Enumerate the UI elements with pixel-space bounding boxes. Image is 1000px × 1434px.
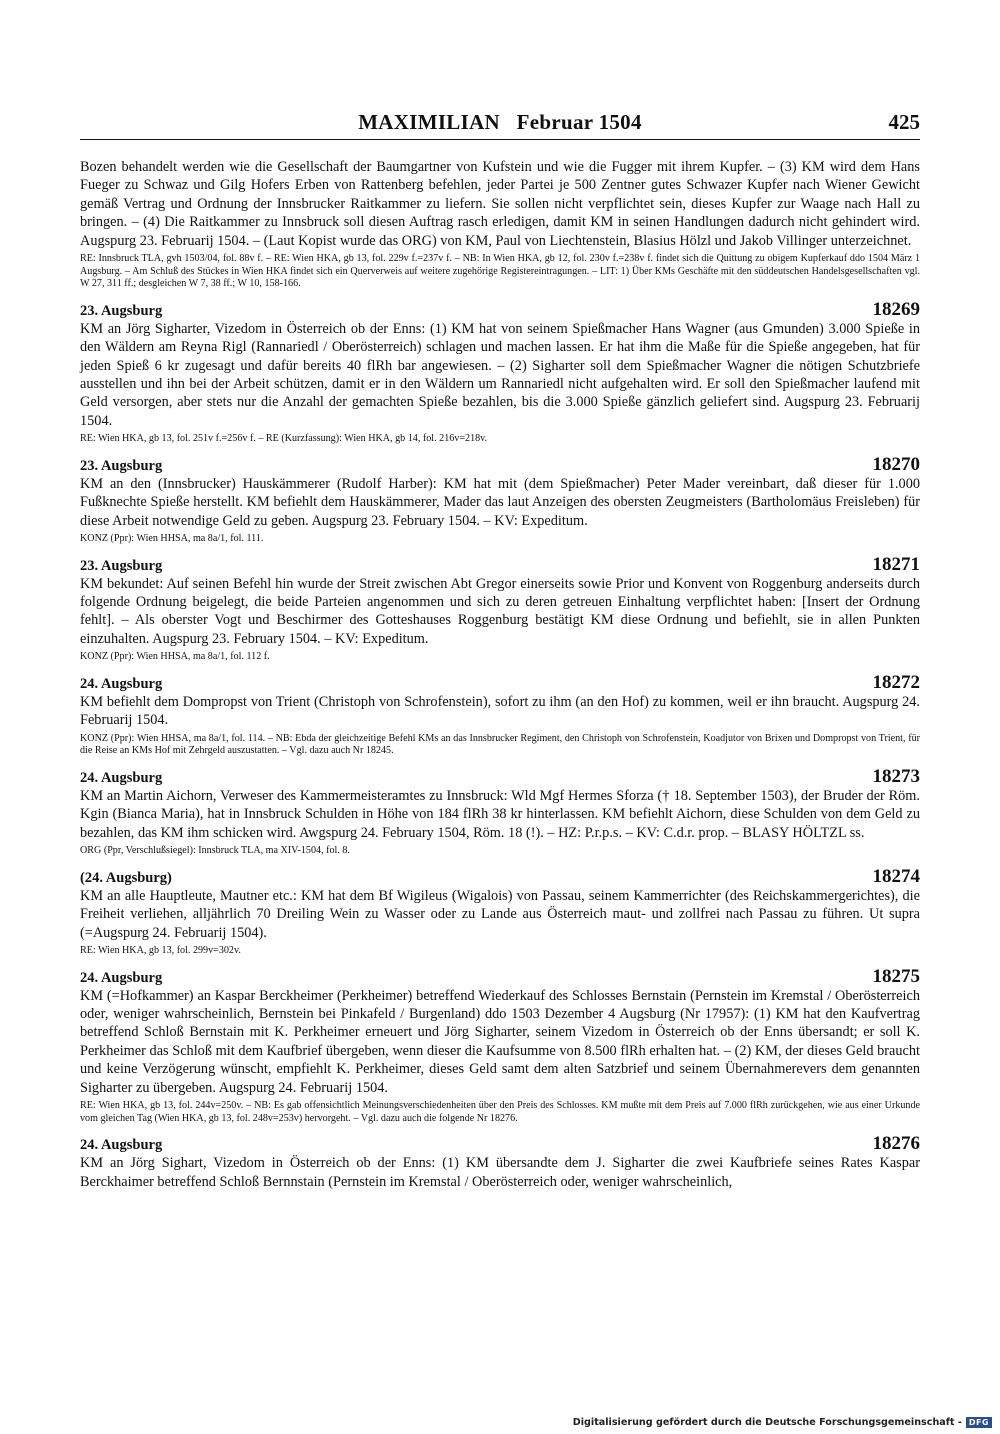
entry-heading <box>80 300 920 320</box>
entry-note: RE: Wien HKA, gb 13, fol. 251v f.=256v f. – RE (Kurzfassung): Wien HKA, gb 14, fol. 216v=218v. <box>80 433 488 445</box>
entry-date: 24. Augsburg <box>80 769 163 786</box>
entry <box>80 555 920 664</box>
header-rule <box>80 139 920 140</box>
entry <box>80 967 920 1126</box>
entry-number: 18269 <box>872 298 920 320</box>
entry-text: KM an Martin Aichorn, Verweser des Kammermeisteramtes zu Innsbruck: Wld Mgf Hermes Sforza († 18. September 1503), der Bruder der Röm. Kgin (Bianca Maria), hat in Innsbruck Schulden in Höhe von 184 flRh 38 kr hinterlassen. KM befiehlt Aichorn, diese Schulden von dem Geld zu bezahlen, das KM ihm schicken wird. Awgspurg 24. February 1504, Röm. 18 (!). – HZ: P.r.p.s. – KV: C.d.r. prop. – BLASY HÖLTZL ss. <box>80 787 920 841</box>
entry <box>80 867 920 958</box>
entry-number: 18274 <box>872 865 920 887</box>
entry <box>80 1134 920 1191</box>
page-content <box>80 158 920 1191</box>
entry-note: KONZ (Ppr): Wien HHSA, ma 8a/1, fol. 114. – NB: Ebda der gleichzeitige Befehl KMs an das Innsbrucker Regiment, den Christoph von Schrofenstein, Koadjutor von Brixen und Dompropst von Trient, für die Reise an KMs Hof mit Zehrgeld auszustatten. – Vgl. dazu auch Nr 18245. <box>80 732 920 757</box>
entry-number: 18276 <box>872 1133 920 1155</box>
entry-heading <box>80 555 920 575</box>
entry-heading <box>80 967 920 987</box>
entry-text: KM an alle Hauptleute, Mautner etc.: KM hat dem Bf Wigileus (Wigalois) von Passau, seinem Kammerrichter (des Reichskammergerichtes), die Freiheit verliehen, alljährlich 70 Dreiling Wein zu Wasser oder zu Lande aus Österreich maut- und zollfrei nach Passau zu führen. Ut supra (=Augspurg 24. Februarij 1504). <box>80 887 920 941</box>
entry-number: 18270 <box>872 453 920 475</box>
entry-heading <box>80 455 920 475</box>
entry-number: 18272 <box>872 671 920 693</box>
entry-text: KM an Jörg Sigharter, Vizedom in Österreich ob der Enns: (1) KM hat von seinem Spießmacher Hans Wagner (aus Gmunden) 3.000 Spieße in den Wäldern am Reyna Rigl (Rannariedl / Oberösterreich) schlagen und machen lassen. Er hat ihm die Maße für die Spieße angegeben, hat für jeden Spieß 6 kr zugesagt und dafür bereits 40 flRh bar angewiesen. – (2) Sigharter soll dem Spießmacher Wagner die nötigen Schutzbriefe ausstellen und ihn bei der Arbeit schützen, damit er in den Wäldern um Rannariedl nicht aufgehalten wird. Er soll den Spießmacher laufend mit Geld versorgen, aber stets nur die Anzahl der gemachten Spieße bezahlen, bis die 3.000 Spieße gänzlich geliefert sind. Augspurg 23. Februarij 1504. <box>80 320 920 429</box>
entry-note: ORG (Ppr, Verschlußsiegel): Innsbruck TLA, ma XIV-1504, fol. 8. <box>80 845 350 857</box>
dfg-logo: DFG <box>966 1417 992 1428</box>
entry <box>80 455 920 546</box>
entry-heading <box>80 867 920 887</box>
running-title: MAXIMILIAN Februar 1504 <box>358 110 642 134</box>
entry <box>80 300 920 446</box>
credit-text: Digitalisierung gefördert durch die Deutsche Forschungsgemeinschaft - <box>572 1417 962 1428</box>
entry-number: 18273 <box>872 765 920 787</box>
entry-text: KM (=Hofkammer) an Kaspar Berckheimer (Perkheimer) betreffend Wiederkauf des Schlosses Bernstain (Pernstein im Kremstal / Oberösterreich oder, weniger wahrscheinlich, Bernstein bei Pinkafeld / Burgenland) ddo 1503 Dezember 4 Augsburg (Nr 17957): (1) KM hat den Kaufvertrag betreffend Schloß Bernstain mit K. Perkheimer erneuert und Jörg Sigharter, seinem Vizedom in Österreich ob der Enns übersandt; er soll K. Perkheimer das Schloß mit dem Kaufbrief übergeben, wenn dieser die Kaufsumme von 8.500 flRh erhalten hat. – (2) KM, der dieses Geld braucht und keine Verzögerung wünscht, empfiehlt K. Perkheimer, dieses Geld samt dem alten Satzbrief und seinem Übernahmerevers dem genannten Sigharter zu übergeben. Augspurg 24. Februarij 1504. <box>80 987 920 1096</box>
entry-date: 23. Augsburg <box>80 457 163 474</box>
entry-number: 18275 <box>872 965 920 987</box>
entry-text: KM an den (Innsbrucker) Hauskämmerer (Rudolf Harber): KM hat mit (dem Spießmacher) Peter Mader vereinbart, daß dieser für 1.000 Fußknechte Spieße herstellt. KM befiehlt dem Hauskämmerer, Mader das laut Anzeigen des obersten Zeugmeisters (Bartholomäus Freisleben) für diese Arbeit notwendige Geld zu geben. Augspurg 23. February 1504. – KV: Expeditum. <box>80 475 920 529</box>
entry-date: 24. Augsburg <box>80 969 163 986</box>
entry-text: KM befiehlt dem Dompropst von Trient (Christoph von Schrofenstein), sofort zu ihm (an den Hof) zu kommen, weil er ihn braucht. Augspurg 24. Februarij 1504. <box>80 693 920 729</box>
entry-heading <box>80 767 920 787</box>
entry-date: 23. Augsburg <box>80 557 163 574</box>
entry-number: 18271 <box>872 553 920 575</box>
entry-text: KM an Jörg Sighart, Vizedom in Österreich ob der Enns: (1) KM übersandte dem J. Sigharter die zwei Kaufbriefe seines Rates Kaspar Berckhaimer betreffend Schloß Bernnstain (Pernstein im Kremstal / Oberösterreich oder, weniger wahrscheinlich, <box>80 1155 920 1190</box>
entry-note: RE: Wien HKA, gb 13, fol. 244v=250v. – NB: Es gab offensichtlich Meinungsverschiedenheiten über den Preis des Schlosses. KM mußte mit dem Preis auf 7.000 flRh zurückgehen, wie aus einer Urkunde vom gleichen Tag (Wien HKA, gb 13, fol. 248v=253v) hervorgeht. – Vgl. dazu auch die folgende Nr 18276. <box>80 1099 920 1124</box>
intro-text: Bozen behandelt werden wie die Gesellschaft der Baumgartner von Kufstein und wie die Fugger mit ihrem Kupfer. – (3) KM wird dem Hans Fueger zu Schwaz und Gilg Hofers Erben von Rattenberg befehlen, jeder Partei je 500 Zentner gutes Schwazer Kupfer nach Wiener Gewicht gemäß Vertrag und Ordnung der Innsbrucker Raitkammer zu liefern. Sie sollen nicht verpflichtet sein, dieses Kupfer zur Waage nach Hall zu bringen. – (4) Die Raitkammer zu Innsbruck soll diesen Auftrag rasch erledigen, damit KM in seinen Handlungen dadurch nicht gehindert wird. Augspurg 23. Februarij 1504. – (Laut Kopist wurde das ORG) von KM, Paul von Liechtenstein, Blasius Hölzl und Jakob Villinger unterzeichnet. <box>80 159 920 249</box>
page-header <box>80 110 920 138</box>
entry-heading <box>80 1134 920 1154</box>
entry-note: KONZ (Ppr): Wien HHSA, ma 8a/1, fol. 112 f. <box>80 651 270 663</box>
digitization-credit <box>573 1417 992 1428</box>
intro-note: RE: Innsbruck TLA, gvh 1503/04, fol. 88v f. – RE: Wien HKA, gb 13, fol. 229v f.=237v f. – NB: In Wien HKA, gb 12, fol. 230v f.=238v f. findet sich die Quittung zu obigem Kupferkauf ddo 1504 März 1 Augsburg. – Am Schluß des Stückes in Wien HKA findet sich ein Querverweis auf weitere zugehörige Registereintragungen. – LIT: 1) Über KMs Geschäfte mit den süddeutschen Handelsgesellschaften vgl. W 27, 311 ff.; desgleichen W 7, 38 ff.; W 10, 158-166. <box>80 253 920 290</box>
entry <box>80 767 920 858</box>
entry-date: 24. Augsburg <box>80 1137 163 1154</box>
entry-note: RE: Wien HKA, gb 13, fol. 299v=302v. <box>80 944 241 956</box>
entry-date: (24. Augsburg) <box>80 869 172 886</box>
entry-note: KONZ (Ppr): Wien HHSA, ma 8a/1, fol. 111. <box>80 533 264 545</box>
entry-date: 24. Augsburg <box>80 675 163 692</box>
entry <box>80 673 920 758</box>
entry-heading <box>80 673 920 693</box>
page-number: 425 <box>888 110 920 134</box>
entry-text: KM bekundet: Auf seinen Befehl hin wurde der Streit zwischen Abt Gregor einerseits sowie Prior und Konvent von Roggenburg anderseits durch folgende Ordnung beigelegt, die beide Parteien angenommen und sich zu deren getreuen Einhaltung verpflichtet haben: [Insert der Ordnung fehlt]. – Als oberster Vogt und Beschirmer des Gotteshauses Roggenburg bestätigt KM diese Ordnung und befiehlt, sie in allen Punkten einzuhalten. Augspurg 23. February 1504. – KV: Expeditum. <box>80 575 920 647</box>
entry-date: 23. Augsburg <box>80 302 163 319</box>
